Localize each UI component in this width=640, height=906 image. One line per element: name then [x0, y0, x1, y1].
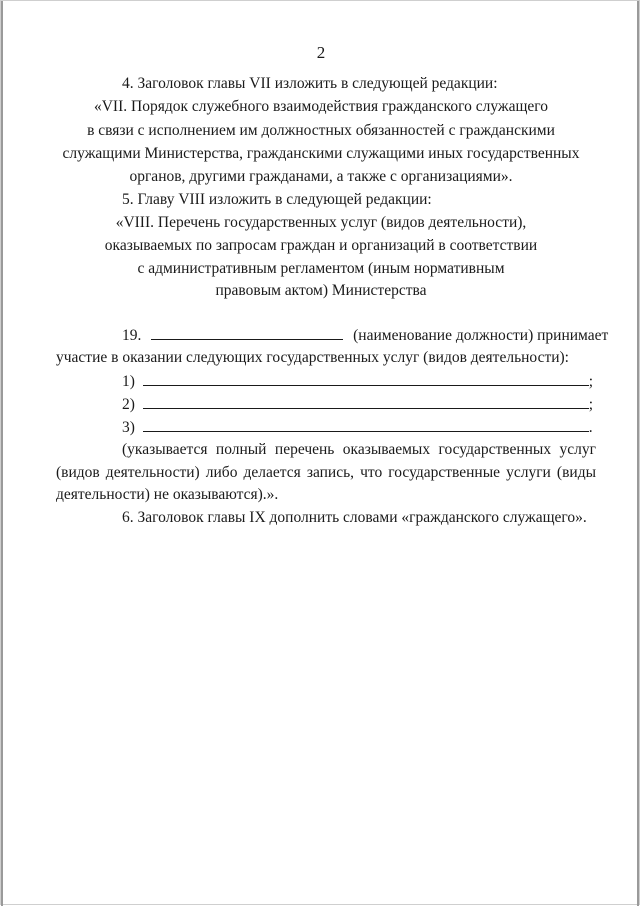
- para19-number: 19.: [122, 327, 142, 344]
- item4-line-2: в связи с исполнением им должностных обязанностей с гражданскими: [87, 122, 555, 139]
- list-item-2: [122, 394, 593, 415]
- position-name-blank: [151, 325, 343, 340]
- para19-continuation: участие в оказании следующих государственных услуг (видов деятельности):: [56, 349, 569, 366]
- item5-line-1: «VIII. Перечень государственных услуг (видов деятельности),: [115, 214, 527, 231]
- list-item-label: 3): [122, 419, 135, 436]
- note-line-1: (указывается полный перечень оказываемых государственных услуг: [122, 441, 596, 458]
- item4-line-3: служащими Министерства, гражданскими служащими иных государственных: [62, 145, 580, 162]
- item5-line-2: оказываемых по запросам граждан и организаций в соответствии: [104, 237, 538, 254]
- page-number: 2: [316, 43, 326, 62]
- item6-text: 6. Заголовок главы IX дополнить словами «гражданского служащего».: [122, 509, 587, 526]
- list-item-blank: [143, 417, 589, 432]
- note-line-2: (видов деятельности) либо делается запись, что государственные услуги (виды: [56, 464, 596, 481]
- item5-heading: 5. Главу VIII изложить в следующей редакции:: [122, 191, 432, 208]
- list-item-blank: [143, 371, 589, 386]
- item5-line-4: правовым актом) Министерства: [215, 282, 427, 299]
- para19-position-hint: (наименование должности) принимает: [353, 327, 609, 344]
- para19-first-line: [122, 325, 608, 346]
- item4-line-4: органов, другими гражданами, а также с организациями».: [129, 168, 513, 185]
- item5-line-3: с административным регламентом (иным нормативным: [137, 260, 505, 277]
- note-line-3: деятельности) не оказываются).».: [56, 486, 279, 503]
- item4-line-1: «VII. Порядок служебного взаимодействия гражданского служащего: [93, 98, 549, 115]
- item4-heading: 4. Заголовок главы VII изложить в следующей редакции:: [122, 75, 498, 92]
- list-item-end: ;: [588, 396, 594, 413]
- list-item-end: ;: [588, 373, 594, 390]
- list-item-end: .: [588, 419, 593, 436]
- list-item-label: 1): [122, 373, 135, 390]
- list-item-3: [122, 417, 593, 438]
- list-item-label: 2): [122, 396, 135, 413]
- list-item-blank: [143, 394, 589, 409]
- list-item-1: [122, 371, 593, 392]
